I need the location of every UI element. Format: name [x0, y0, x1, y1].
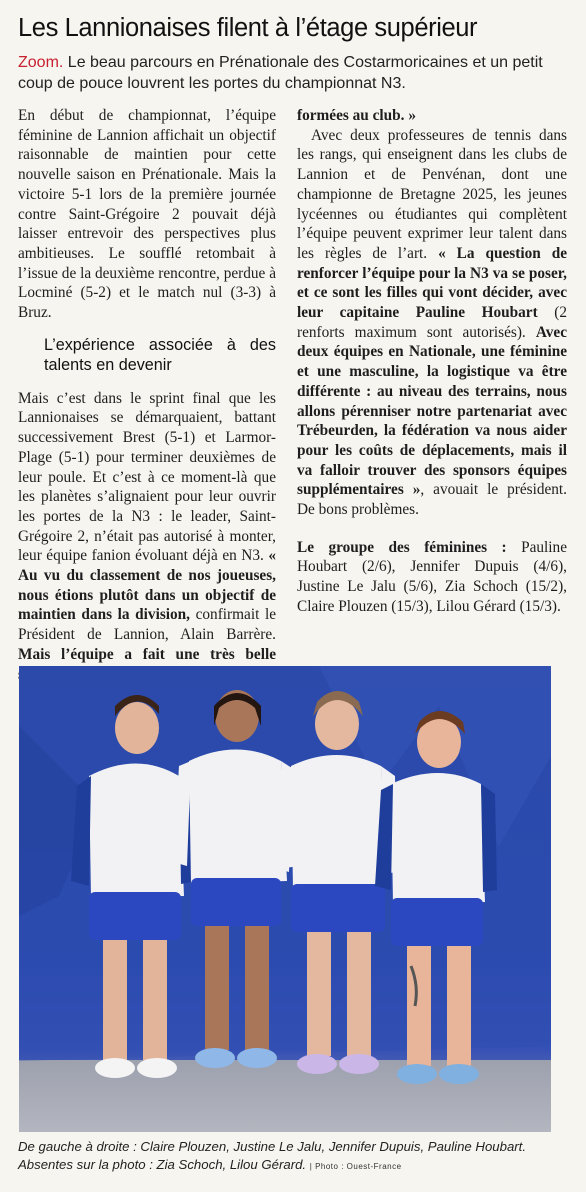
lede-text: Le beau parcours en Prénationale des Costarmoricaines et un petit coup de pouce louvrent les portes du championnat N3. — [18, 54, 543, 92]
quote-end: formées au club. » — [297, 107, 416, 124]
quote-logistics: Avec deux équipes en Nationale, une féminine et une masculine, la logistique va être différente : au niveau des terrains, nous allons pérenniser notre partenariat avec Trébeurden, la fédération va nous aider pour les coûts de déplacements, mais il va falloir trouver des sponsors équipes supplémentaires » — [297, 323, 567, 499]
caption-text: De gauche à droite : Claire Plouzen, Justine Le Jalu, Jennifer Dupuis, Pauline Houbart. Absentes sur la photo : Zia Schoch, Lilou Gérard. — [18, 1139, 527, 1172]
paragraph-teachers — [297, 126, 567, 520]
article-subhead: L’expérience associée à des talents en devenir — [44, 335, 276, 374]
photo-caption — [18, 1138, 574, 1176]
lede-tag: Zoom. — [18, 54, 64, 71]
reinforcements-note: (2 renforts maximum sont autorisés). — [297, 304, 567, 341]
quote-president-1: « Au vu du classement de nos joueuses, nous étions plutôt dans un objectif de maintien dans la division, — [18, 547, 276, 624]
paragraph-quote-end — [297, 106, 567, 126]
team-photo — [19, 666, 551, 1132]
team-roster — [297, 538, 567, 617]
article-lede — [18, 52, 574, 94]
quote-logistics-after: , avouait le président. De bons problèmes. — [297, 481, 567, 519]
article-headline: Les Lannionaises filent à l’étage supérieur — [18, 14, 478, 42]
paragraph-intro: En début de championnat, l’équipe féminine de Lannion affichait un objectif raisonnable de maintien pour cette nouvelle saison en Prénationale. Mais la victoire 5-1 lors de la première journée contre Saint-Grégoire 2 pouvait déjà laisser entrevoir des perspectives plus ambitieuses. Le soufflé retombait à l’issue de la deuxième rencontre, perdue à Locminé (5-2) et le match nul (3-3) à Bruz. — [18, 107, 276, 322]
article-column-1 — [18, 106, 276, 684]
roster-text: Pauline Houbart (2/6), Jennifer Dupuis (4/6), Justine Le Jalu (5/6), Zia Schoch (15/2), Claire Plouzen (15/3), Lilou Gérard (15/3). — [297, 538, 567, 615]
sprint-text: Mais c’est dans le sprint final que les Lannionaises se démarquaient, battant successivement Brest (5-1) et Larmor-Plage (5-1) pour terminer deuxièmes de leur poule. Et c’est à ce moment-là que les planètes s’alignaient pour leur ouvrir les portes de la N3 : le leader, Saint-Grégoire 2, n’était pas autorisé à monter, leur équipe fanion évoluant déjà en N3. — [18, 389, 276, 565]
paragraph-sprint — [18, 389, 276, 685]
teachers-text: Avec deux professeures de tennis dans les rangs, qui enseignent dans les clubs de Lannion et de Penvénan, dont une championne de Bretagne 2025, les jeunes lycéennes ou étudiantes qui complètent l’équipe peuvent exprimer leur talent dans les règles de l’art. — [297, 126, 567, 262]
roster-label: Le groupe des féminines : — [297, 538, 507, 556]
photo-credit: | Photo : Ouest-France — [309, 1162, 402, 1171]
quote-attribution: confirmait le Président de Lannion, Alain Barrère. — [18, 606, 276, 644]
quote-captain: « La question de renforcer l’équipe pour la N3 va se poser, et ce sont les filles qui vont décider, avec leur capitaine Pauline Houbart — [297, 244, 567, 322]
team-photo-illustration — [19, 666, 551, 1132]
article-column-2 — [297, 106, 567, 617]
quote-president-2: Mais l’équipe a fait une très belle — [18, 645, 276, 663]
